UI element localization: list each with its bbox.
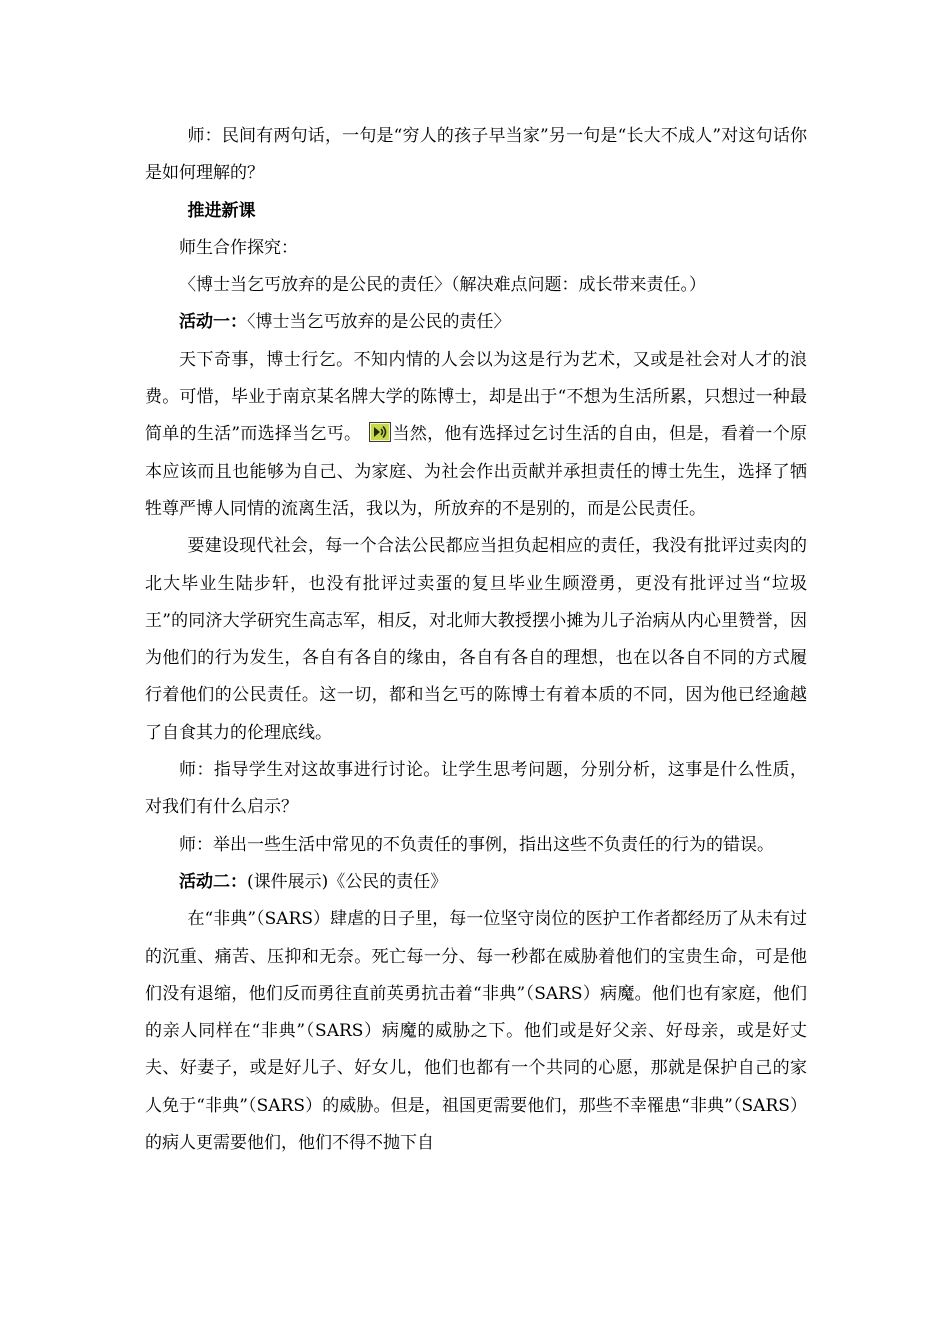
- paragraph-teacher-discussion: 师：指导学生对这故事进行讨论。让学生思考问题，分别分析，这事是什么性质，对我们有什么启示？: [145, 760, 807, 818]
- story-text-part-1: 天下奇事，博士行乞。不知内情的人会以为这是行为艺术，又或是社会对人才的浪费。可惜，毕业于南京某名牌大学的陈博士，却是出于“不想为生活所累，只想过一种最简单的生活”而选择当乞丐。: [145, 349, 807, 445]
- paragraph-sars-story: 在“非典”（SARS）肆虐的日子里，每一位坚守岗位的医护工作者都经历了从未有过的沉重、痛苦、压抑和无奈。死亡每一分、每一秒都在威胁着他们的宝贵生命，可是他们没有退缩，他们反而勇往直前英勇抗击着“非典”（SARS）病魔。他们也有家庭，他们的亲人同样在“非典”（SARS）病魔的威胁之下。他们或是好父亲、好母亲，或是好丈夫、好妻子，或是好儿子、好女儿，他们也都有一个共同的心愿，那就是保护自己的家人免于“非典”（SARS）的威胁。但是，祖国更需要他们，那些不幸罹患“非典”（SARS）的病人更需要他们，他们不得不抛下自: [145, 909, 807, 1154]
- paragraph-modern-society: 要建设现代社会，每一个合法公民都应当担负起相应的责任，我没有批评过卖肉的北大毕业生陆步轩，也没有批评过卖蛋的复旦毕业生顾澄勇，更没有批评过当“垃圾王”的同济大学研究生高志军，相反，对北师大教授摆小摊为儿子治病从内心里赞誉，因为他们的行为发生，各自有各自的缘由，各自有各自的理想，也在以各自不同的方式履行着他们的公民责任。这一切，都和当乞丐的陈博士有着本质的不同，因为他已经逾越了自食其力的伦理底线。: [145, 536, 807, 743]
- paragraph-cooperative-inquiry: 师生合作探究：: [179, 237, 298, 258]
- paragraph-activity-two: [145, 864, 807, 901]
- paragraph-teacher-examples: 师：举出一些生活中常见的不负责任的事例，指出这些不负责任的行为的错误。: [179, 834, 774, 855]
- activity-two-label: 活动二：: [179, 871, 247, 892]
- paragraph-doctor-beggar-story: [145, 342, 807, 528]
- section-heading: 推进新课: [187, 200, 256, 221]
- paragraph-topic-line: 〈博士当乞丐放弃的是公民的责任〉（解决难点问题：成长带来责任。）: [179, 275, 706, 296]
- paragraph-intro-question: 师：民间有两句话，一句是“穷人的孩子早当家”另一句是“长大不成人”对这句话你是如何理解的？: [145, 126, 807, 184]
- story-text-part-2: 当然，他有选择过乞讨生活的自由，但是，看着一个原本应该而且也能够为自己、为家庭、为社会作出贡献并承担责任的博士先生，选择了牺牲尊严博人同情的流离生活，我以为，所放弃的不是别的，而是公民责任。: [145, 424, 807, 519]
- activity-two-title: (课件展示)《公民的责任》: [247, 871, 448, 892]
- speaker-sound-icon[interactable]: [369, 422, 391, 442]
- activity-one-label: 活动一：: [179, 312, 247, 333]
- activity-one-title: 〈博士当乞丐放弃的是公民的责任〉: [247, 312, 511, 333]
- document-page: [145, 118, 807, 1162]
- paragraph-activity-one: [145, 304, 807, 341]
